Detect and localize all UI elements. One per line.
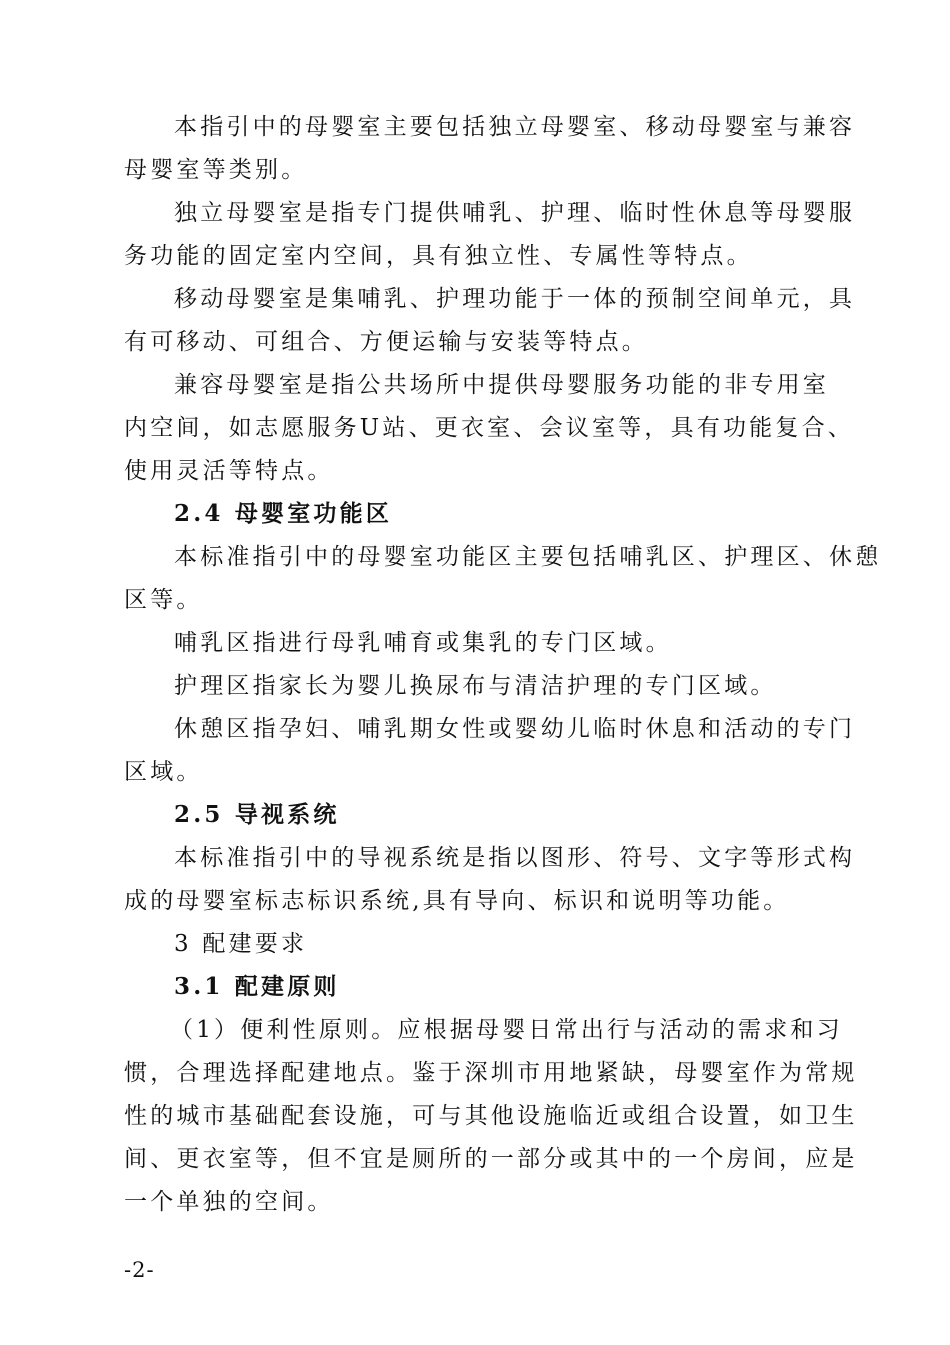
paragraph-line: 本指引中的母婴室主要包括独立母婴室、移动母婴室与兼容 [174, 114, 856, 140]
paragraph-line: 护理区指家长为婴儿换尿布与清洁护理的专门区域。 [174, 673, 777, 699]
paragraph-line: 成的母婴室标志标识系统,具有导向、标识和说明等功能。 [124, 888, 790, 914]
paragraph-line: 兼容母婴室是指公共场所中提供母婴服务功能的非专用室 [174, 372, 829, 398]
paragraph-line: 区等。 [124, 587, 203, 613]
paragraph-line: 独立母婴室是指专门提供哺乳、护理、临时性休息等母婴服 [174, 200, 856, 226]
section-heading-3-1: 3.1 配建原则 [174, 973, 340, 1000]
paragraph-line: （1）便利性原则。应根据母婴日常出行与活动的需求和习 [170, 1017, 843, 1043]
section-heading-3: 3 配建要求 [174, 931, 308, 957]
paragraph-line: 母婴室等类别。 [124, 157, 308, 183]
paragraph-line: 有可移动、可组合、方便运输与安装等特点。 [124, 329, 648, 355]
paragraph-line: 一个单独的空间。 [124, 1189, 334, 1215]
paragraph-line: 惯，合理选择配建地点。鉴于深圳市用地紧缺，母婴室作为常规 [124, 1060, 858, 1086]
section-heading-2-4: 2.4 母婴室功能区 [174, 500, 393, 527]
paragraph-line: 本标准指引中的母婴室功能区主要包括哺乳区、护理区、休憩 [174, 544, 882, 570]
page-number: -2- [124, 1258, 155, 1282]
paragraph-line: 内空间，如志愿服务U站、更衣室、会议室等，具有功能复合、 [124, 415, 854, 441]
paragraph-line: 间、更衣室等，但不宜是厕所的一部分或其中的一个房间，应是 [124, 1146, 858, 1172]
section-heading-2-5: 2.5 导视系统 [174, 801, 340, 828]
paragraph-line: 移动母婴室是集哺乳、护理功能于一体的预制空间单元，具 [174, 286, 856, 312]
paragraph-line: 本标准指引中的导视系统是指以图形、符号、文字等形式构 [174, 845, 856, 871]
paragraph-line: 区域。 [124, 759, 203, 785]
paragraph-line: 休憩区指孕妇、哺乳期女性或婴幼儿临时休息和活动的专门 [174, 716, 856, 742]
paragraph-line: 哺乳区指进行母乳哺育或集乳的专门区域。 [174, 630, 672, 656]
paragraph-line: 使用灵活等特点。 [124, 458, 334, 484]
paragraph-line: 性的城市基础配套设施，可与其他设施临近或组合设置，如卫生 [124, 1103, 858, 1129]
paragraph-line: 务功能的固定室内空间，具有独立性、专属性等特点。 [124, 243, 753, 269]
